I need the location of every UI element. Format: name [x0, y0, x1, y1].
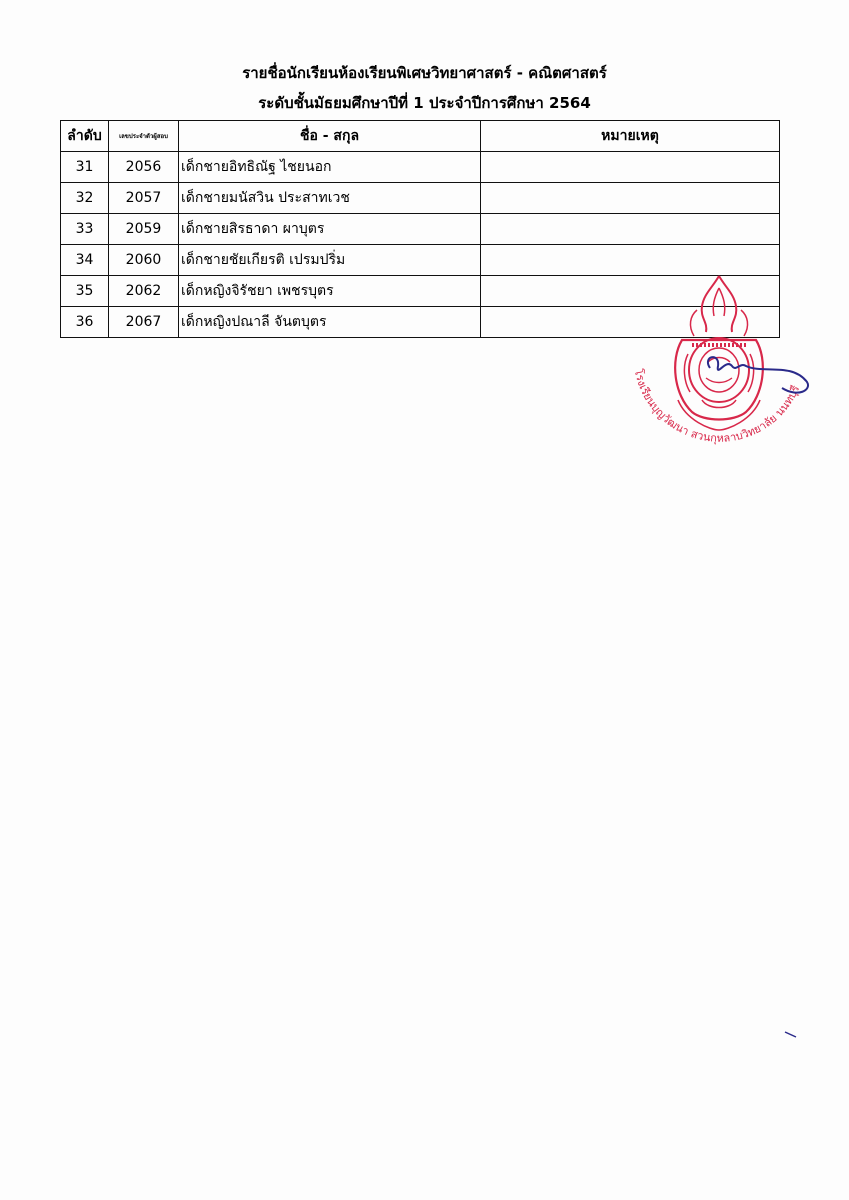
row-name: เด็กชายอิทธิณัฐ ไชยนอก [179, 152, 481, 183]
table-header-row [61, 121, 780, 152]
table-row [61, 183, 780, 214]
row-exam-id: 2056 [109, 152, 179, 183]
document-title: รายชื่อนักเรียนห้องเรียนพิเศษวิทยาศาสตร์ - คณิตศาสตร์ [242, 64, 607, 82]
row-name: เด็กหญิงปณาลี จันตบุตร [179, 307, 481, 338]
row-exam-id: 2062 [109, 276, 179, 307]
row-no: 34 [61, 245, 109, 276]
row-exam-id: 2059 [109, 214, 179, 245]
header-exam-id: เลขประจำตัวผู้สอบ [109, 121, 179, 152]
header-name: ชื่อ - สกุล [179, 121, 481, 152]
seal-text: โรงเรียนบุญวัฒนา สวนกุหลาบวิทยาลัย นนทบุรี [631, 367, 803, 445]
row-note [481, 183, 780, 214]
row-name: เด็กหญิงจิรัชยา เพชรบุตร [179, 276, 481, 307]
row-name: เด็กชายชัยเกียรติ เปรมปริ่ม [179, 245, 481, 276]
row-no: 32 [61, 183, 109, 214]
row-exam-id: 2067 [109, 307, 179, 338]
row-no: 31 [61, 152, 109, 183]
table-row [61, 214, 780, 245]
document-subtitle: ระดับชั้นมัธยมศึกษาปีที่ 1 ประจำปีการศึกษา 2564 [258, 94, 591, 112]
row-exam-id: 2060 [109, 245, 179, 276]
header-no: ลำดับ [61, 121, 109, 152]
school-seal-stamp [622, 270, 817, 460]
row-note [481, 152, 780, 183]
row-name: เด็กชายมนัสวิน ประสาทเวช [179, 183, 481, 214]
row-name: เด็กชายสิรธาดา ผาบุตร [179, 214, 481, 245]
row-exam-id: 2057 [109, 183, 179, 214]
row-no: 33 [61, 214, 109, 245]
row-note [481, 214, 780, 245]
row-no: 35 [61, 276, 109, 307]
scan-mark [784, 1030, 798, 1040]
row-no: 36 [61, 307, 109, 338]
header-note: หมายเหตุ [481, 121, 780, 152]
table-row [61, 152, 780, 183]
